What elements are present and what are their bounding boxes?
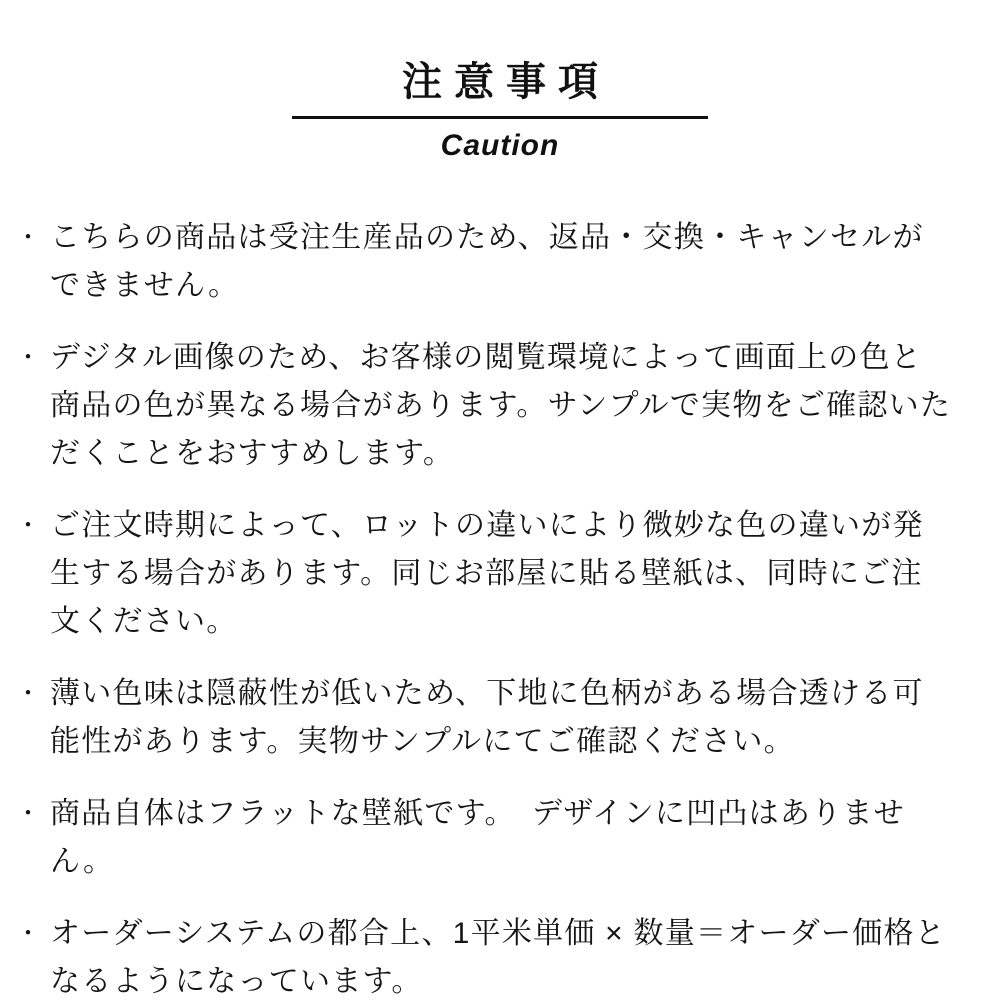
caution-list <box>0 214 1000 1000</box>
list-item-text: デジタル画像のため、お客様の閲覧環境によって画面上の色と商品の色が異なる場合があります。サンプルで実物をご確認いただくことをおすすめします。 <box>50 341 952 470</box>
bullet-dot: ・ <box>16 512 40 539</box>
list-item <box>0 334 1000 478</box>
list-item <box>0 790 1000 886</box>
list-item <box>0 214 1000 310</box>
list-item-text: 薄い色味は隠蔽性が低いため、下地に色柄がある場合透ける可能性があります。実物サンプルにてご確認ください。 <box>50 677 924 758</box>
bullet-dot: ・ <box>16 344 40 371</box>
list-item-text: こちらの商品は受注生産品のため、返品・交換・キャンセルができません。 <box>50 221 924 302</box>
list-item <box>0 502 1000 646</box>
bullet-dot: ・ <box>16 680 40 707</box>
list-item-text: オーダーシステムの都合上、1平米単価 × 数量＝オーダー価格となるようになっています。 <box>50 917 947 998</box>
bullet-dot: ・ <box>16 224 40 251</box>
list-item-text: ご注文時期によって、ロットの違いにより微妙な色の違いが発生する場合があります。同じお部屋に貼る壁紙は、同時にご注文ください。 <box>50 509 924 638</box>
list-item-text: 商品自体はフラットな壁紙です。 デザインに凹凸はありません。 <box>50 797 905 878</box>
page-subtitle: Caution <box>440 129 560 162</box>
list-item <box>0 670 1000 766</box>
list-item <box>0 910 1000 1000</box>
page-title: 注意事項 <box>402 60 610 104</box>
title-underline <box>292 116 708 119</box>
caution-header <box>0 60 1000 162</box>
bullet-dot: ・ <box>16 800 40 827</box>
bullet-dot: ・ <box>16 920 40 947</box>
